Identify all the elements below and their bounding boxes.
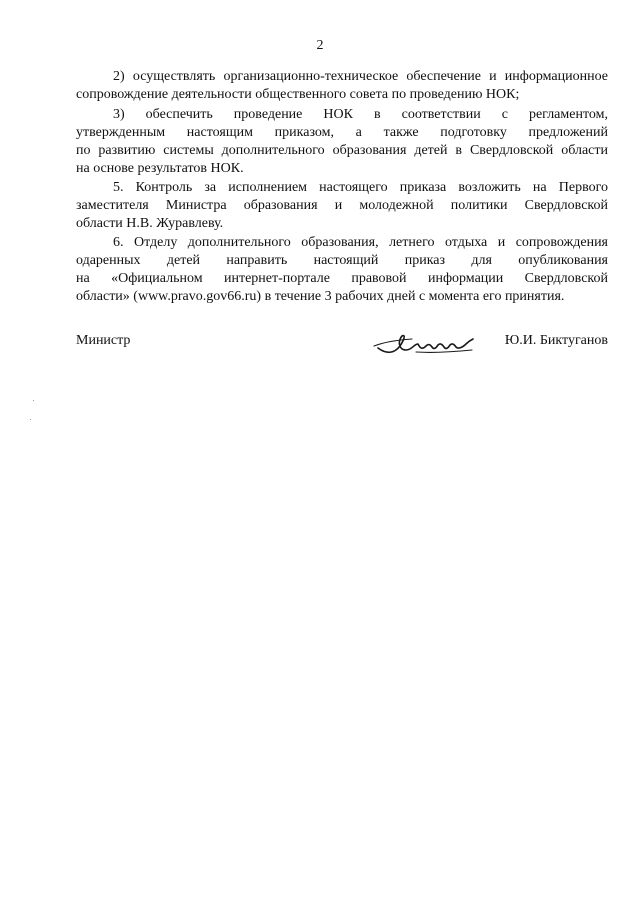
paragraph-1-line-1: 2) осуществлять организационно-техническое обеспечение и информационное	[113, 69, 608, 84]
paragraph-3-line-1: 5. Контроль за исполнением настоящего приказа возложить на Первого	[113, 180, 608, 195]
scan-speck	[30, 419, 31, 420]
paragraph-4-line-3: на «Официальном интернет-портале правовой информации Свердловской	[76, 271, 608, 286]
paragraph-2-line-4: на основе результатов НОК.	[76, 161, 244, 176]
paragraph-2-line-1: 3) обеспечить проведение НОК в соответствии с регламентом,	[113, 107, 608, 122]
paragraph-4-line-4: области» (www.pravo.gov66.ru) в течение 3 рабочих дней с момента его принятия.	[76, 289, 565, 304]
handwritten-signature	[372, 326, 478, 360]
signatory-position: Министр	[76, 333, 131, 348]
page-number: 2	[316, 38, 324, 53]
signatory-name: Ю.И. Биктуганов	[504, 333, 608, 348]
paragraph-1-line-2: сопровождение деятельности общественного совета по проведению НОК;	[76, 87, 520, 102]
paragraph-2-line-2: утвержденным настоящим приказом, а также подготовку предложений	[76, 125, 608, 140]
paragraph-2-line-3: по развитию системы дополнительного образования детей в Свердловской области	[76, 143, 608, 158]
scan-speck	[33, 400, 34, 401]
paragraph-3-line-2: заместителя Министра образования и молодежной политики Свердловской	[76, 198, 608, 213]
paragraph-3-line-3: области Н.В. Журавлеву.	[76, 216, 224, 231]
paragraph-4-line-2: одаренных детей направить настоящий приказ для опубликования	[76, 253, 608, 268]
paragraph-4-line-1: 6. Отделу дополнительного образования, летнего отдыха и сопровождения	[113, 235, 608, 250]
